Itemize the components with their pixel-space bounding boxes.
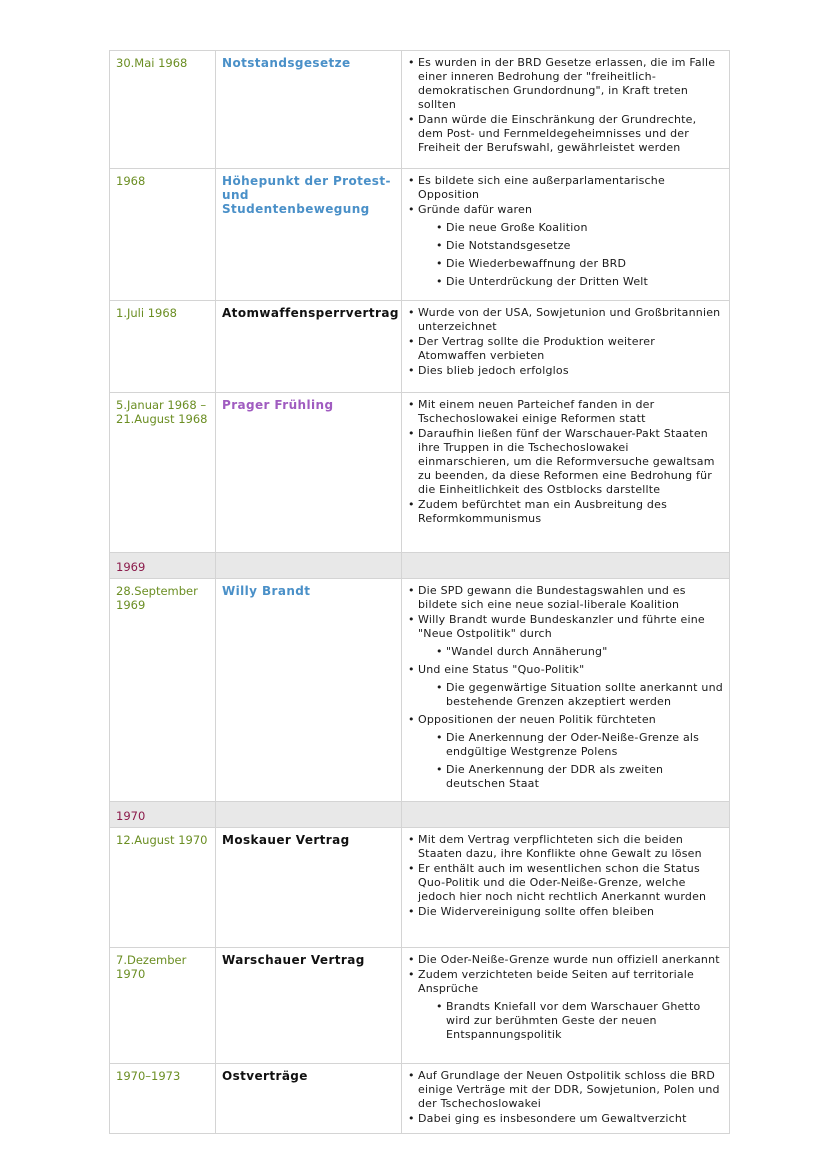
bullet-item [408,113,724,155]
date-cell [110,393,216,553]
topic-cell [216,301,402,393]
notes-list [408,398,724,526]
bullet-text: Dabei ging es insbesondere um Gewaltverzicht [418,1112,687,1125]
topic-cell [216,1064,402,1134]
year-separator-row [110,802,730,828]
notes-list [408,1069,724,1126]
topic-cell [216,579,402,802]
notes-cell [402,169,730,301]
timeline-body [110,51,730,1134]
bullet-text: Und eine Status "Quo-Politik" [418,663,585,676]
bullet-item [408,968,724,996]
bullet-text: Mit dem Vertrag verpflichteten sich die beiden Staaten dazu, ihre Konflikte ohne Gewalt zu lösen [418,833,702,860]
event-topic: Warschauer Vertrag [222,953,365,967]
bullet-text: Auf Grundlage der Neuen Ostpolitik schloss die BRD einige Verträge mit der DDR, Sowjetunion, Polen und der Tschechoslowakei [418,1069,720,1110]
event-topic: Prager Frühling [222,398,334,412]
empty-cell [402,802,730,828]
sub-bullet-item [408,275,724,289]
event-date: 1.Juli 1968 [116,306,177,320]
topic-cell [216,948,402,1064]
event-date: 1968 [116,174,146,188]
bullet-item [408,498,724,526]
sub-bullet-item [408,257,724,271]
bullet-text: Gründe dafür waren [418,203,533,216]
bullet-text: Der Vertrag sollte die Produktion weiterer Atomwaffen verbieten [418,335,655,362]
topic-cell [216,393,402,553]
bullet-item [408,833,724,861]
sub-bullet-item [408,239,724,253]
event-topic: Atomwaffensperrvertrag [222,306,399,320]
event-date: 1970–1973 [116,1069,181,1083]
sub-bullet-item [408,681,724,709]
year-cell [110,802,216,828]
bullet-text: Die Anerkennung der DDR als zweiten deutschen Staat [446,763,664,790]
bullet-text: Die SPD gewann die Bundestagswahlen und es bildete sich eine neue sozial-liberale Koalition [418,584,686,611]
sub-bullet-item [408,221,724,235]
sub-bullet-item [408,1000,724,1042]
notes-cell [402,301,730,393]
bullet-text: Zudem verzichteten beide Seiten auf territoriale Ansprüche [418,968,695,995]
sub-bullet-item [408,645,724,659]
event-topic: Moskauer Vertrag [222,833,350,847]
bullet-text: Die Anerkennung der Oder-Neiße-Grenze als endgültige Westgrenze Polens [446,731,700,758]
bullet-text: Dann würde die Einschränkung der Grundrechte, dem Post- und Fernmeldegeheimnisses und der Freiheit der Berufswahl, gewährleistet werden [418,113,697,154]
bullet-text: Willy Brandt wurde Bundeskanzler und führte eine "Neue Ostpolitik" durch [418,613,705,640]
date-cell [110,301,216,393]
bullet-text: Zudem befürchtet man ein Ausbreitung des Reformkommunismus [418,498,668,525]
bullet-text: Es bildete sich eine außerparlamentarische Opposition [418,174,665,201]
timeline-row [110,301,730,393]
bullet-item [408,953,724,967]
bullet-text: Die Wiederbewaffnung der BRD [446,257,627,270]
event-date: 28.September 1969 [116,584,198,612]
timeline-row [110,393,730,553]
bullet-item [408,862,724,904]
bullet-text: Die Widervereinigung sollte offen bleiben [418,905,655,918]
notes-list [408,174,724,289]
topic-cell [216,169,402,301]
notes-cell [402,828,730,948]
timeline-row [110,169,730,301]
bullet-item [408,613,724,641]
bullet-item [408,1069,724,1111]
bullet-text: "Wandel durch Annäherung" [446,645,608,658]
notes-list [408,584,724,791]
event-date: 12.August 1970 [116,833,208,847]
bullet-text: Die Oder-Neiße-Grenze wurde nun offiziell anerkannt [418,953,720,966]
bullet-text: Daraufhin ließen fünf der Warschauer-Pakt Staaten ihre Truppen in die Tschechoslowakei einmarschieren, um die Reformversuche gewaltsam zu beenden, da diese Reformen eine Bedrohung für die Einheitlichkeit des Ostblocks darstellte [418,427,715,496]
notes-cell [402,579,730,802]
bullet-item [408,427,724,497]
empty-cell [216,553,402,579]
bullet-item [408,663,724,677]
bullet-text: Er enthält auch im wesentlichen schon die Status Quo-Politik und die Oder-Neiße-Grenze, welche jedoch hier noch nicht rechtlich Anerkannt wurden [418,862,707,903]
bullet-item [408,364,724,378]
bullet-item [408,306,724,334]
notes-list [408,306,724,378]
date-cell [110,948,216,1064]
date-cell [110,579,216,802]
date-cell [110,1064,216,1134]
timeline-row [110,51,730,169]
notes-cell [402,948,730,1064]
bullet-item [408,713,724,727]
bullet-text: Brandts Kniefall vor dem Warschauer Ghetto wird zur berühmten Geste der neuen Entspannungspolitik [446,1000,701,1041]
timeline-row [110,579,730,802]
topic-cell [216,51,402,169]
event-topic: Höhepunkt der Protest- und Studentenbewegung [222,174,391,216]
sub-bullet-item [408,763,724,791]
notes-cell [402,393,730,553]
year-label: 1969 [116,560,146,574]
notes-list [408,56,724,155]
notes-list [408,833,724,919]
timeline-table [109,50,730,1134]
topic-cell [216,828,402,948]
bullet-text: Mit einem neuen Parteichef fanden in der Tschechoslowakei einige Reformen statt [418,398,655,425]
event-topic: Willy Brandt [222,584,311,598]
event-date: 30.Mai 1968 [116,56,188,70]
bullet-text: Es wurden in der BRD Gesetze erlassen, die im Falle einer inneren Bedrohung der "freiheitlich-demokratischen Grundordnung", in Kraft treten sollten [418,56,716,111]
event-date: 7.Dezember 1970 [116,953,187,981]
timeline-row [110,948,730,1064]
bullet-text: Die gegenwärtige Situation sollte anerkannt und bestehende Grenzen akzeptiert werden [446,681,723,708]
bullet-text: Die Unterdrückung der Dritten Welt [446,275,649,288]
bullet-item [408,56,724,112]
empty-cell [402,553,730,579]
event-topic: Notstandsgesetze [222,56,351,70]
bullet-item [408,335,724,363]
notes-list [408,953,724,1042]
date-cell [110,828,216,948]
bullet-item [408,584,724,612]
bullet-item [408,905,724,919]
year-separator-row [110,553,730,579]
empty-cell [216,802,402,828]
sub-bullet-item [408,731,724,759]
timeline-row [110,828,730,948]
event-date: 5.Januar 1968 – 21.August 1968 [116,398,208,426]
bullet-text: Die Notstandsgesetze [446,239,571,252]
bullet-text: Dies blieb jedoch erfolglos [418,364,569,377]
bullet-item [408,203,724,217]
date-cell [110,169,216,301]
notes-cell [402,51,730,169]
bullet-item [408,398,724,426]
bullet-item [408,174,724,202]
bullet-text: Oppositionen der neuen Politik fürchteten [418,713,656,726]
notes-cell [402,1064,730,1134]
year-cell [110,553,216,579]
event-topic: Ostverträge [222,1069,308,1083]
bullet-text: Wurde von der USA, Sowjetunion und Großbritannien unterzeichnet [418,306,721,333]
bullet-item [408,1112,724,1126]
date-cell [110,51,216,169]
year-label: 1970 [116,809,146,823]
bullet-text: Die neue Große Koalition [446,221,588,234]
timeline-row [110,1064,730,1134]
